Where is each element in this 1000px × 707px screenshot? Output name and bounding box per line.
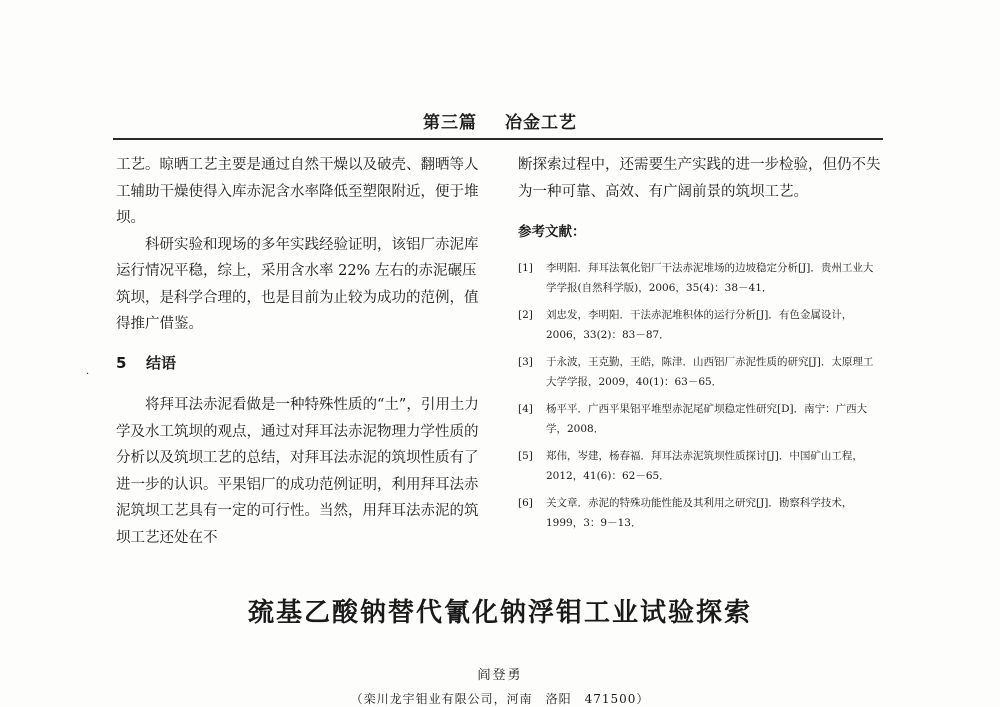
header-rule bbox=[113, 138, 883, 140]
reference-text: 于永波，王克勤，王皓，陈津．山西铝厂赤泥性质的研究[J]．太原理工大学学报，2009，40(1)：63－65． bbox=[546, 355, 874, 388]
reference-item bbox=[518, 493, 883, 533]
reference-text: 关文章．赤泥的特殊功能性能及其利用之研究[J]．勘察科学技术，1999，3：9－13． bbox=[546, 496, 853, 529]
reference-number: [2] bbox=[518, 308, 533, 321]
right-column bbox=[518, 152, 883, 540]
reference-text: 李明阳．拜耳法氧化铝厂干法赤泥堆场的边坡稳定分析[J]．贵州工业大学学报(自然科学版)，2006，35(4)：38－41． bbox=[546, 261, 874, 294]
references-heading: 参考文献： bbox=[518, 224, 586, 240]
running-header bbox=[0, 108, 1000, 133]
reference-number: [1] bbox=[518, 261, 533, 274]
stray-mark: . bbox=[86, 366, 90, 377]
reference-item bbox=[518, 305, 883, 345]
left-paragraph-3: 将拜耳法赤泥看做是一种特殊性质的“土”，引用土力学及水工筑坝的观点，通过对拜耳法赤泥物理力学性质的分析以及筑坝工艺的总结，对拜耳法赤泥的筑坝性质有了进一步的认识。平果铝厂的成功范例证明，利用拜耳法赤泥筑坝工艺具有一定的可行性。当然，用拜耳法赤泥的筑坝工艺还处在不 bbox=[116, 397, 479, 546]
section-number: 5 bbox=[116, 353, 127, 372]
reference-number: [5] bbox=[518, 449, 533, 462]
article-affiliation: （栾川龙宇钼业有限公司，河南 洛阳 471500） bbox=[350, 692, 650, 706]
header-part: 第三篇 bbox=[423, 113, 477, 133]
section-heading bbox=[116, 350, 486, 377]
reference-item bbox=[518, 352, 883, 392]
reference-number: [4] bbox=[518, 402, 533, 415]
article-title: 巯基乙酸钠替代氰化钠浮钼工业试验探索 bbox=[247, 598, 752, 628]
reference-number: [6] bbox=[518, 496, 533, 509]
left-column bbox=[116, 152, 486, 551]
right-paragraph-1: 断探索过程中，还需要生产实践的进一步检验，但仍不失为一种可靠、高效、有广阔前景的筑坝工艺。 bbox=[518, 157, 881, 200]
reference-text: 刘忠发，李明阳．干法赤泥堆积体的运行分析[J]．有色金属设计，2006，33(2)：83－87． bbox=[546, 308, 853, 341]
left-paragraph-1: 工艺。晾晒工艺主要是通过自然干燥以及破壳、翻晒等人工辅助干燥使得入库赤泥含水率降低至塑限附近，便于堆坝。 bbox=[116, 157, 479, 226]
reference-item bbox=[518, 446, 883, 486]
section-title: 结语 bbox=[146, 353, 177, 372]
article-author: 阎登勇 bbox=[477, 668, 523, 683]
header-section: 冶金工艺 bbox=[505, 113, 577, 133]
reference-text: 杨平平．广西平果铝平堆型赤泥尾矿坝稳定性研究[D]．南宁：广西大学，2008． bbox=[546, 402, 868, 435]
reference-number: [3] bbox=[518, 355, 533, 368]
left-paragraph-2: 科研实验和现场的多年实践经验证明，该铝厂赤泥库运行情况平稳，综上，采用含水率 22% 左右的赤泥碾压筑坝，是科学合理的，也是目前为止较为成功的范例，值得推广借鉴。 bbox=[116, 236, 479, 332]
reference-item bbox=[518, 258, 883, 298]
reference-item bbox=[518, 399, 883, 439]
references-list bbox=[518, 258, 883, 533]
reference-text: 郑伟，岑建，杨春福．拜耳法赤泥筑坝性质探讨[J]．中国矿山工程，2012，41(6)：62－65． bbox=[546, 449, 863, 482]
